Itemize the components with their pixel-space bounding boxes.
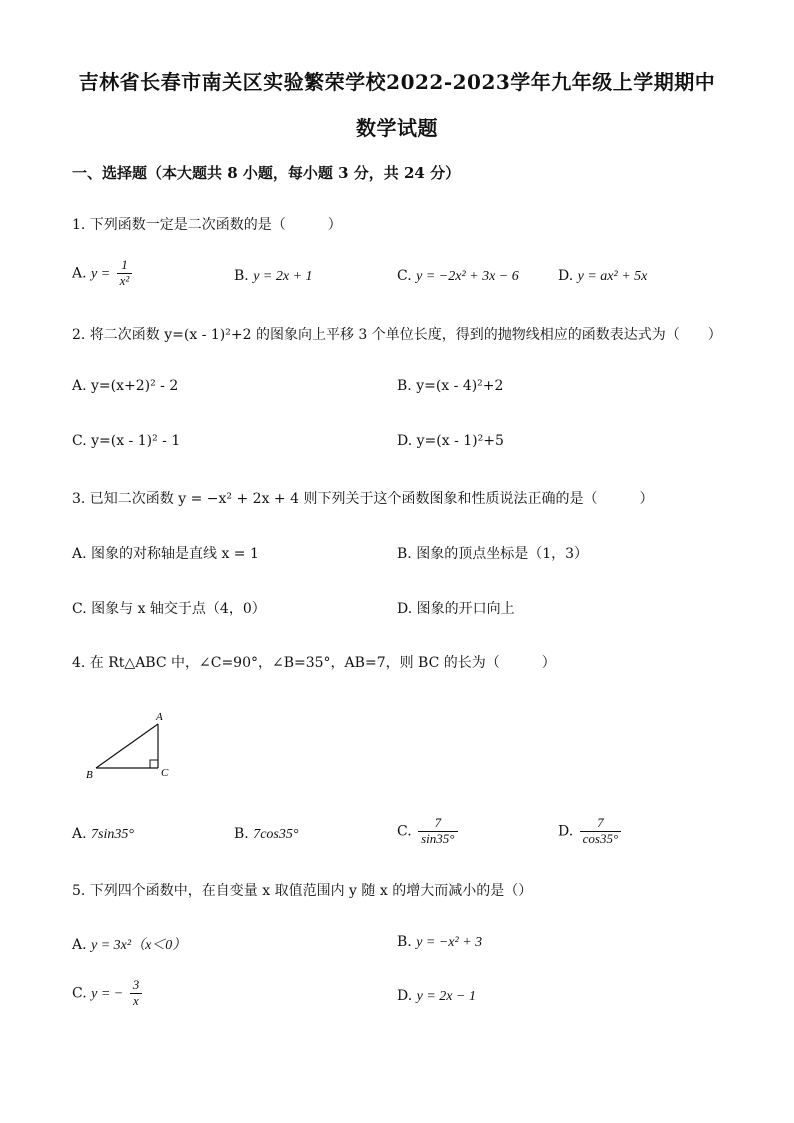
math-expression: y = −2x² + 3x − 6 bbox=[416, 269, 519, 284]
option-label: B. bbox=[234, 268, 249, 284]
fraction-denominator: cos35° bbox=[580, 831, 622, 847]
question-1-stem: 1. 下列函数一定是二次函数的是（ ） bbox=[72, 217, 342, 233]
math-expression: y = ax² + 5x bbox=[577, 269, 648, 284]
q3-option-c: C. 图象与 x 轴交于点（4，0） bbox=[72, 601, 266, 617]
math-expression: y = 2x − 1 bbox=[416, 989, 476, 1004]
fraction-denominator: sin35° bbox=[418, 831, 457, 847]
fraction bbox=[580, 816, 622, 847]
fraction-denominator: x bbox=[130, 993, 142, 1009]
fraction bbox=[418, 816, 457, 847]
q2-option-b: B. y=(x - 4)²+2 bbox=[397, 378, 504, 394]
option-label: D. bbox=[558, 823, 574, 840]
q2-option-c: C. y=(x - 1)² - 1 bbox=[72, 433, 181, 449]
option-label: D. bbox=[558, 268, 574, 284]
right-triangle-diagram bbox=[80, 706, 180, 786]
math-lhs: y = − bbox=[91, 986, 124, 1002]
q5-option-d bbox=[397, 988, 476, 1005]
fraction-numerator: 7 bbox=[434, 815, 442, 830]
q1-option-a bbox=[72, 258, 134, 289]
q4-option-d bbox=[558, 816, 623, 847]
q3-option-b: B. 图象的顶点坐标是（1，3） bbox=[397, 546, 589, 562]
option-label: A. bbox=[72, 826, 87, 842]
option-label: A. bbox=[72, 265, 87, 282]
option-label: C. bbox=[72, 985, 87, 1002]
vertex-a-label: A bbox=[156, 711, 163, 723]
side-ab bbox=[96, 724, 158, 768]
q5-option-c bbox=[72, 978, 144, 1009]
option-label: C. bbox=[397, 823, 412, 840]
option-label: B. bbox=[234, 826, 249, 842]
q2-option-a: A. y=(x+2)² - 2 bbox=[72, 378, 179, 394]
document-title-line1: 吉林省长春市南关区实验繁荣学校2022-2023学年九年级上学期期中 bbox=[78, 70, 716, 94]
q3-option-a: A. 图象的对称轴是直线 x = 1 bbox=[72, 546, 259, 562]
math-expression: y = 2x + 1 bbox=[253, 269, 313, 284]
math-expression: y = 3x²（x＜0） bbox=[91, 938, 187, 953]
q5-option-a bbox=[72, 934, 186, 954]
fraction bbox=[130, 978, 143, 1009]
fraction-denominator: x² bbox=[117, 273, 133, 289]
option-label: D. bbox=[397, 988, 413, 1004]
q1-option-d bbox=[558, 268, 647, 285]
question-2-stem: 2. 将二次函数 y=(x - 1)²+2 的图象向上平移 3 个单位长度，得到的抛物线相应的函数表达式为（ ） bbox=[72, 327, 722, 343]
q1-option-b bbox=[234, 268, 313, 285]
document-title-line2: 数学试题 bbox=[356, 116, 438, 140]
option-label: B. bbox=[397, 934, 412, 950]
math-expression: y = −x² + 3 bbox=[416, 935, 483, 950]
q4-option-c bbox=[397, 816, 460, 847]
right-angle-mark bbox=[150, 760, 158, 768]
math-lhs: y = bbox=[91, 266, 111, 282]
vertex-c-label: C bbox=[161, 767, 169, 779]
math-expression: 7sin35° bbox=[91, 827, 134, 842]
fraction-numerator: 7 bbox=[597, 815, 604, 830]
question-3-stem: 3. 已知二次函数 y = −x² + 2x + 4 则下列关于这个函数图象和性质说法正确的是（ ） bbox=[72, 491, 654, 507]
option-label: C. bbox=[397, 268, 412, 284]
vertex-b-label: B bbox=[86, 769, 93, 781]
q3-option-d: D. 图象的开口向上 bbox=[397, 601, 515, 617]
q5-option-b bbox=[397, 934, 482, 951]
q4-option-a bbox=[72, 826, 134, 843]
question-4-stem: 4. 在 Rt△ABC 中，∠C=90°，∠B=35°，AB=7，则 BC 的长为（ ） bbox=[72, 655, 556, 671]
option-label: A. bbox=[72, 937, 87, 953]
q2-option-d: D. y=(x - 1)²+5 bbox=[397, 433, 504, 449]
fraction-numerator: 1 bbox=[121, 257, 128, 272]
section-heading: 一、选择题（本大题共 8 小题，每小题 3 分，共 24 分） bbox=[72, 164, 461, 182]
question-5-stem: 5. 下列四个函数中，在自变量 x 取值范围内 y 随 x 的增大而减小的是（） bbox=[72, 883, 533, 899]
math-expression: 7cos35° bbox=[253, 827, 299, 842]
fraction bbox=[117, 258, 133, 289]
q1-option-c bbox=[397, 268, 519, 285]
q4-option-b bbox=[234, 826, 298, 843]
fraction-numerator: 3 bbox=[132, 977, 140, 992]
